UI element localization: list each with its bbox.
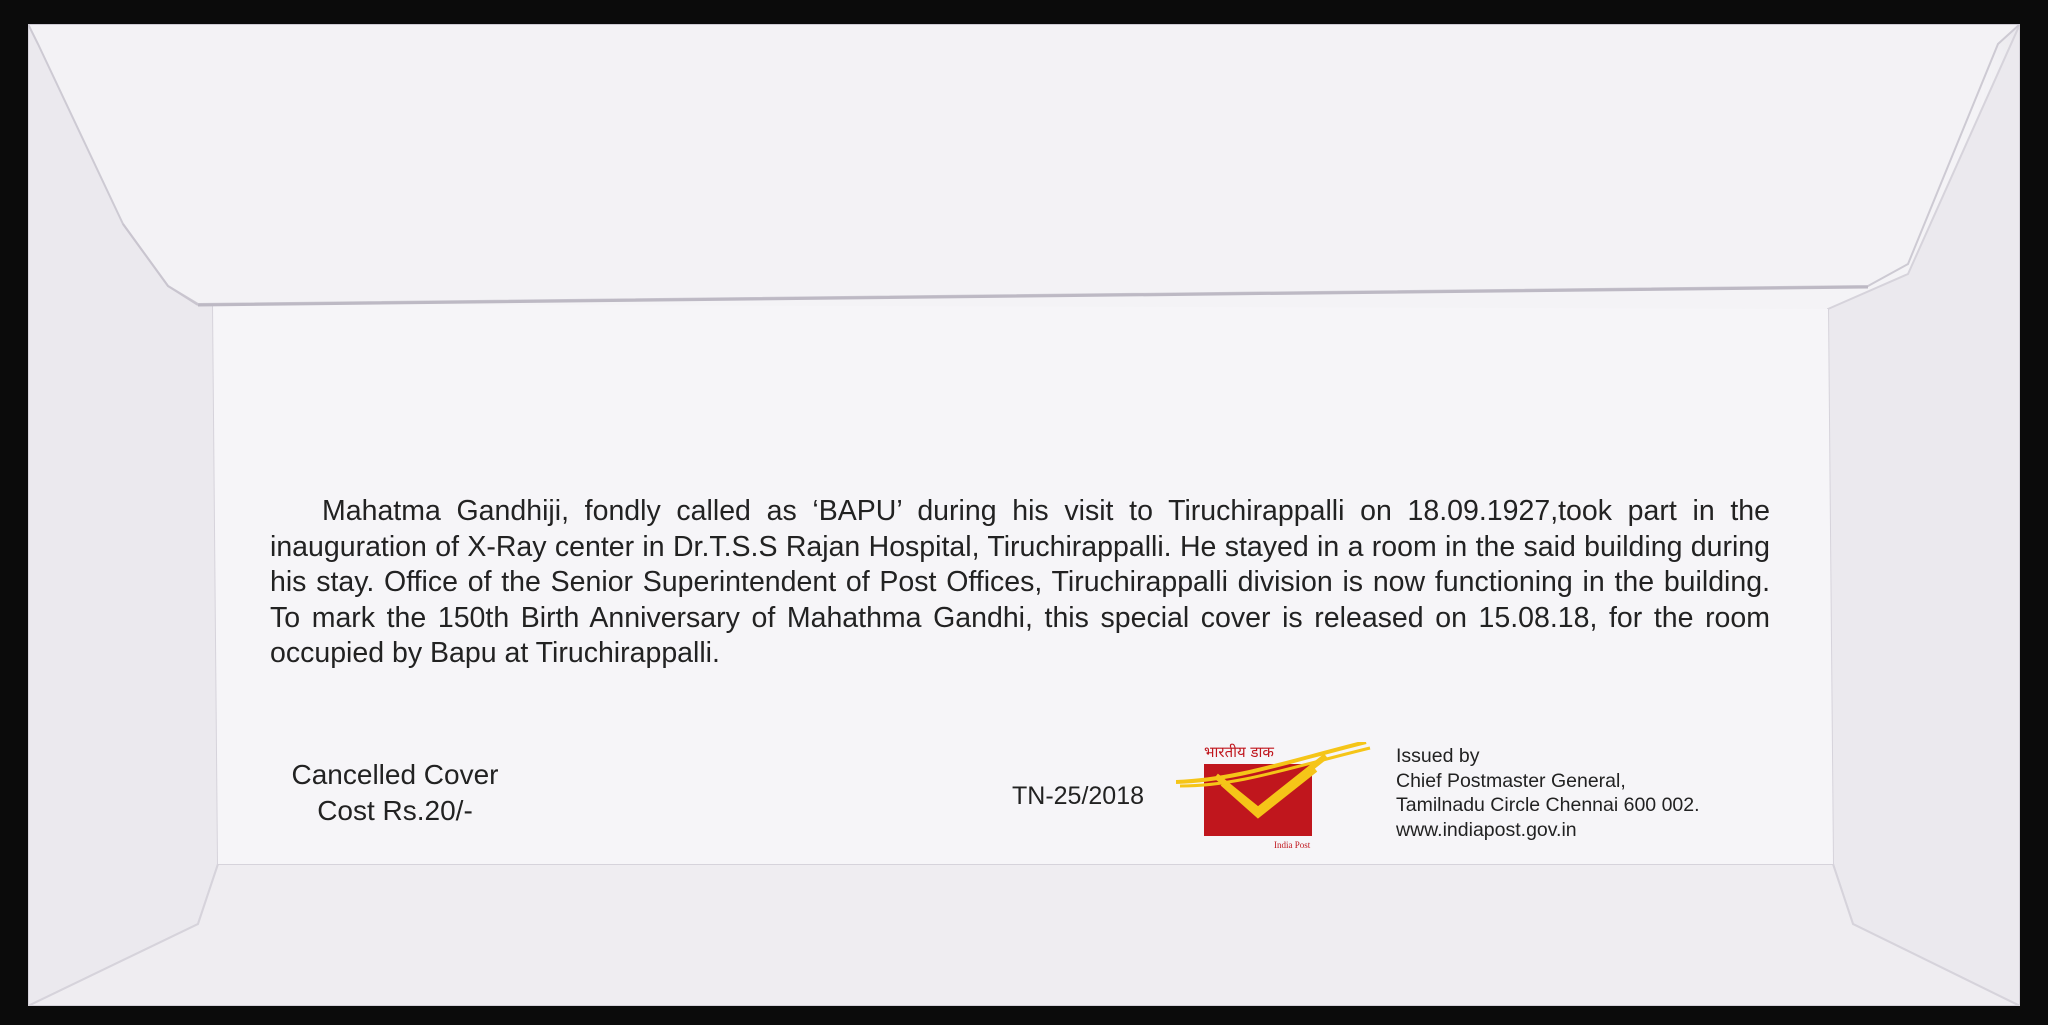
cover-code: TN-25/2018 xyxy=(1012,782,1145,810)
logo-hindi-text: भारतीय डाक xyxy=(1204,743,1274,761)
cancelled-cover-cost xyxy=(250,757,540,829)
issuer-line-3: Tamilnadu Circle Chennai 600 002. xyxy=(1396,794,1700,816)
logo-caption: India Post xyxy=(1274,840,1311,850)
issuer-line-1: Issued by xyxy=(1396,745,1480,767)
issuer-website: www.indiapost.gov.in xyxy=(1396,818,1577,841)
issuer-line-2: Chief Postmaster General, xyxy=(1396,769,1626,792)
cost-line-2: Cost Rs.20/- xyxy=(317,795,473,826)
cost-line-1: Cancelled Cover xyxy=(291,759,499,790)
india-post-logo-icon xyxy=(1176,742,1376,852)
issuer-block xyxy=(1396,744,1700,842)
description-paragraph: Mahatma Gandhiji, fondly called as ‘BAPU’ during his visit to Tiruchirappalli on 18.09.1927,took part in the inauguration of X-Ray center in Dr.T.S.S Rajan Hospital, Tiruchirappalli. He stayed in a room in the said building during his stay. Office of the Senior Superintendent of Post Offices, Tiruchirappalli division is now functioning in the building. To mark the 150th Birth Anniversary of Mahathma Gandhi, this special cover is released on 15.08.18, for the room occupied by Bapu at Tiruchirappalli. xyxy=(270,495,1770,669)
